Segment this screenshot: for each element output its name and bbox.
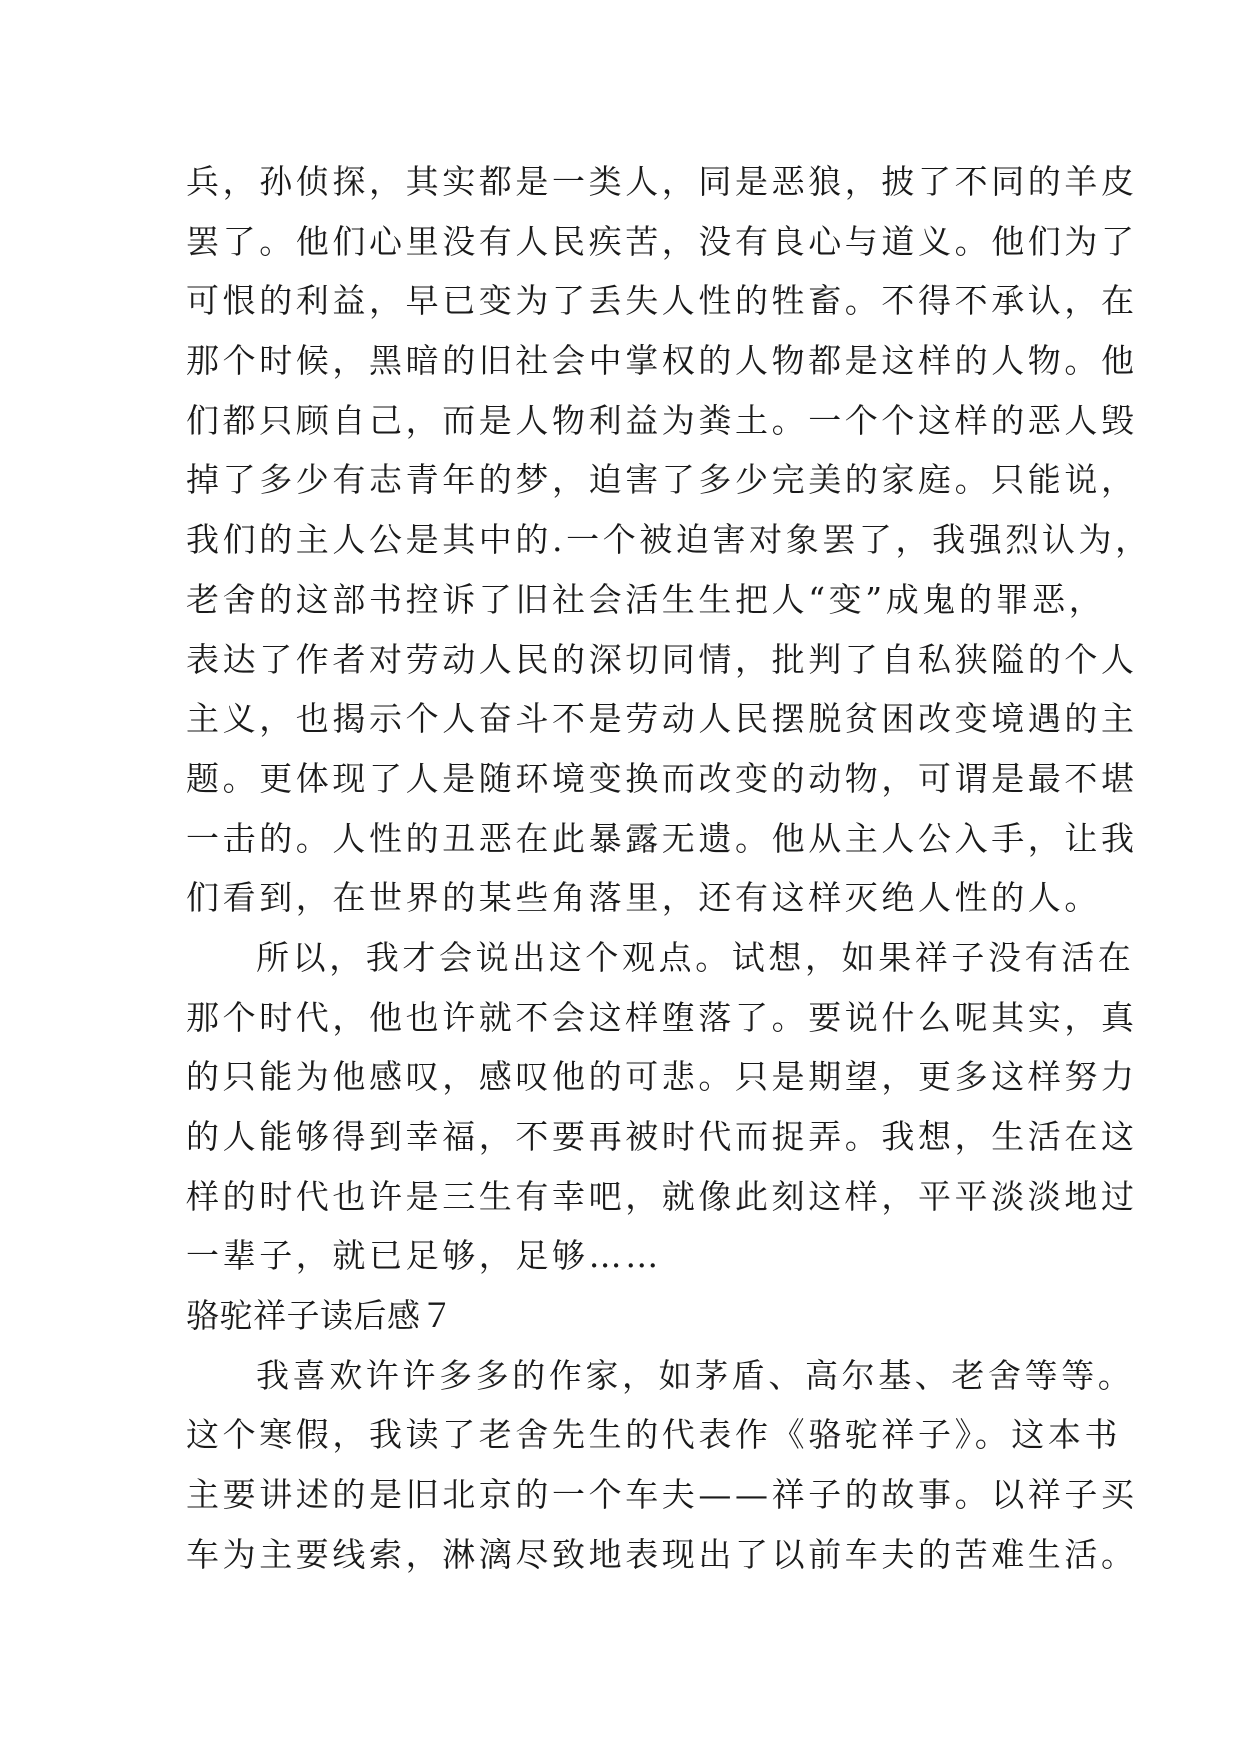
text-line: 那个时候，黑暗的旧社会中掌权的人物都是这样的人物。他 (186, 341, 1138, 381)
text-line: 老舍的这部书控诉了旧社会活生生把人“变”成鬼的罪恶， (186, 579, 1106, 619)
text-line: 主义，也揭示个人奋斗不是劳动人民摆脱贫困改变境遇的主 (186, 699, 1138, 739)
text-line: 我们的主人公是其中的.一个被迫害对象罢了，我强烈认为， (186, 520, 1152, 560)
text-line: 的只能为他感叹，感叹他的可悲。只是期望，更多这样努力 (186, 1057, 1138, 1097)
paragraph-start-line: 所以，我才会说出这个观点。试想，如果祥子没有活在 (256, 937, 1135, 977)
text-line: 车为主要线索，淋漓尽致地表现出了以前车夫的苦难生活。 (186, 1534, 1138, 1574)
text-line: 可恨的利益，早已变为了丢失人性的牲畜。不得不承认，在 (186, 281, 1138, 321)
text-line: 的人能够得到幸福，不要再被时代而捉弄。我想，生活在这 (186, 1117, 1138, 1156)
text-line: 那个时代，他也许就不会这样堕落了。要说什么呢其实，真 (186, 997, 1138, 1037)
text-line: 这个寒假，我读了老舍先生的代表作《骆驼祥子》。这本书 (186, 1415, 1122, 1455)
paragraph-start-line: 我喜欢许许多多的作家，如茅盾、高尔基、老舍等等。 (256, 1355, 1135, 1395)
text-line: 们看到，在世界的某些角落里，还有这样灭绝人性的人。 (186, 878, 1101, 918)
text-line: 表达了作者对劳动人民的深切同情，批判了自私狭隘的个人 (186, 639, 1138, 679)
text-line: 样的时代也许是三生有幸吧，就像此刻这样，平平淡淡地过 (186, 1176, 1138, 1216)
text-line: 一击的。人性的丑恶在此暴露无遗。他从主人公入手，让我 (186, 818, 1138, 858)
text-line: 一辈子，就已足够，足够…… (186, 1236, 662, 1276)
text-line: 主要讲述的是旧北京的一个车夫——祥子的故事。以祥子买 (186, 1475, 1138, 1515)
text-line: 掉了多少有志青年的梦，迫害了多少完美的家庭。只能说， (186, 460, 1138, 500)
text-line: 罢了。他们心里没有人民疾苦，没有良心与道义。他们为了 (186, 221, 1138, 261)
text-line: 们都只顾自己，而是人物利益为粪土。一个个这样的恶人毁 (186, 400, 1138, 440)
text-line: 兵，孙侦探，其实都是一类人，同是恶狼，披了不同的羊皮 (186, 162, 1138, 201)
body-text (186, 152, 1152, 1585)
section-heading: 骆驼祥子读后感７ (186, 1296, 454, 1336)
text-line: 题。更体现了人是随环境变换而改变的动物，可谓是最不堪 (186, 758, 1138, 798)
